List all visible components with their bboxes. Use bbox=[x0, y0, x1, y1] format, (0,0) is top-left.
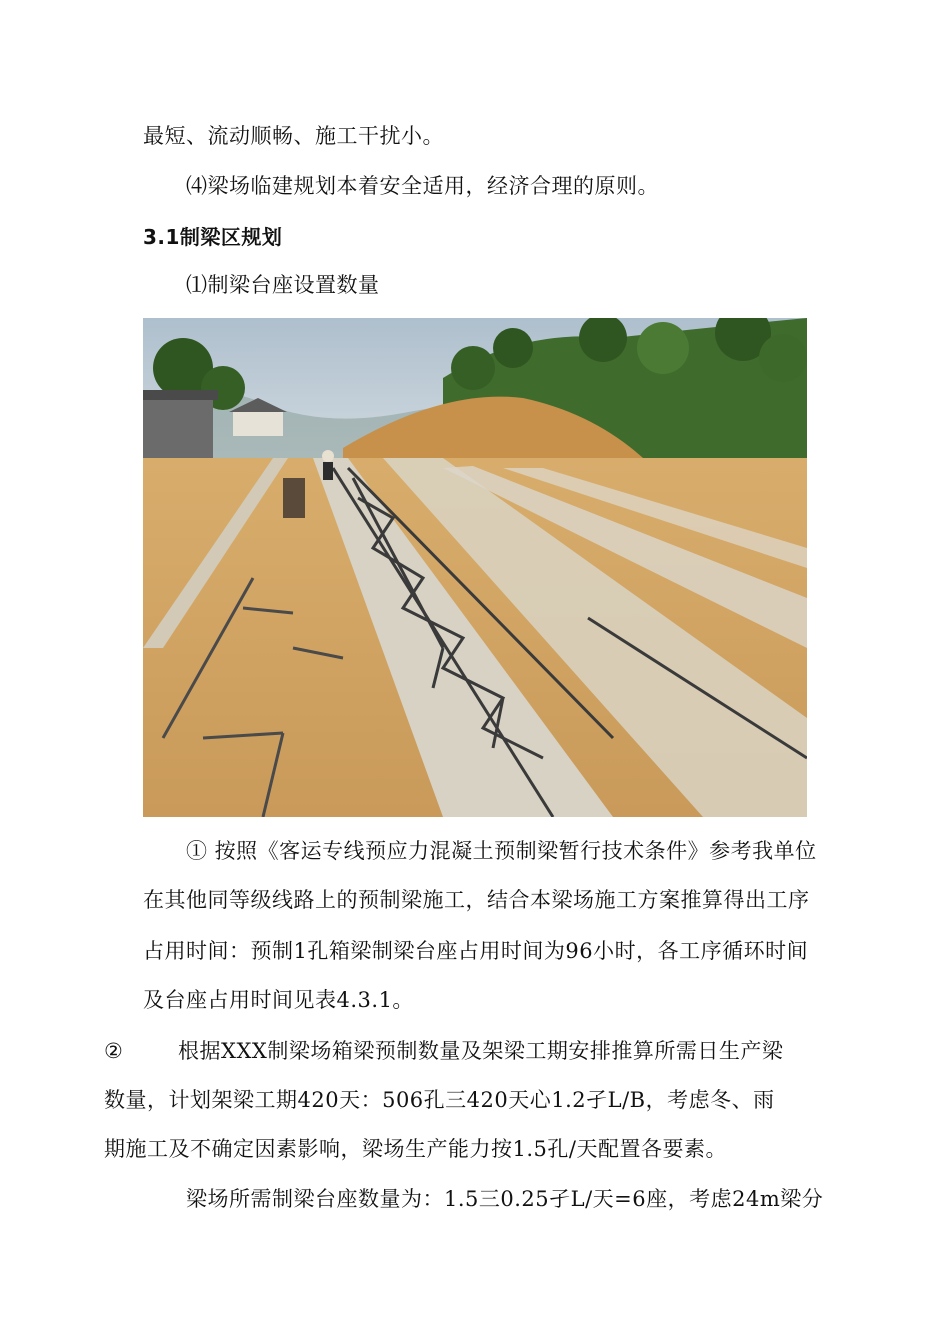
paragraph-1-line-1: ① 按照《客运专线预应力混凝土预制梁暂行技术条件》参考我单位 bbox=[186, 839, 817, 863]
subsection-heading: ⑴制梁台座设置数量 bbox=[186, 273, 380, 297]
text-line-1: 最短、流动顺畅、施工干扰小。 bbox=[143, 124, 444, 148]
section-heading: 3.1制梁区规划 bbox=[143, 225, 283, 249]
paragraph-1-line-3: 占用时间：预制1孔箱梁制梁台座占用时间为96小时，各工序循环时间 bbox=[143, 939, 809, 963]
paragraph-1-line-4: 及台座占用时间见表4.3.1。 bbox=[143, 988, 414, 1012]
paragraph-2-line-1: 根据XXX制梁场箱梁预制数量及架梁工期安排推算所需日生产梁 bbox=[178, 1039, 784, 1063]
paragraph-2-line-3: 期施工及不确定因素影响，梁场生产能力按1.5孔/天配置各要素。 bbox=[104, 1137, 727, 1161]
paragraph-2-marker: ② bbox=[104, 1039, 124, 1063]
paragraph-1-line-2: 在其他同等级线路上的预制梁施工，结合本梁场施工方案推算得出工序 bbox=[143, 888, 810, 912]
beam-yard-photo bbox=[143, 318, 807, 817]
paragraph-3-line-1: 梁场所需制梁台座数量为：1.5三0.25孑L/天=6座，考虑24m梁分 bbox=[186, 1187, 824, 1211]
paragraph-2-line-2: 数量，计划架梁工期420天：506孔三420天心1.2孑L/B，考虑冬、雨 bbox=[104, 1088, 775, 1112]
text-line-2: ⑷梁场临建规划本着安全适用，经济合理的原则。 bbox=[186, 174, 659, 198]
